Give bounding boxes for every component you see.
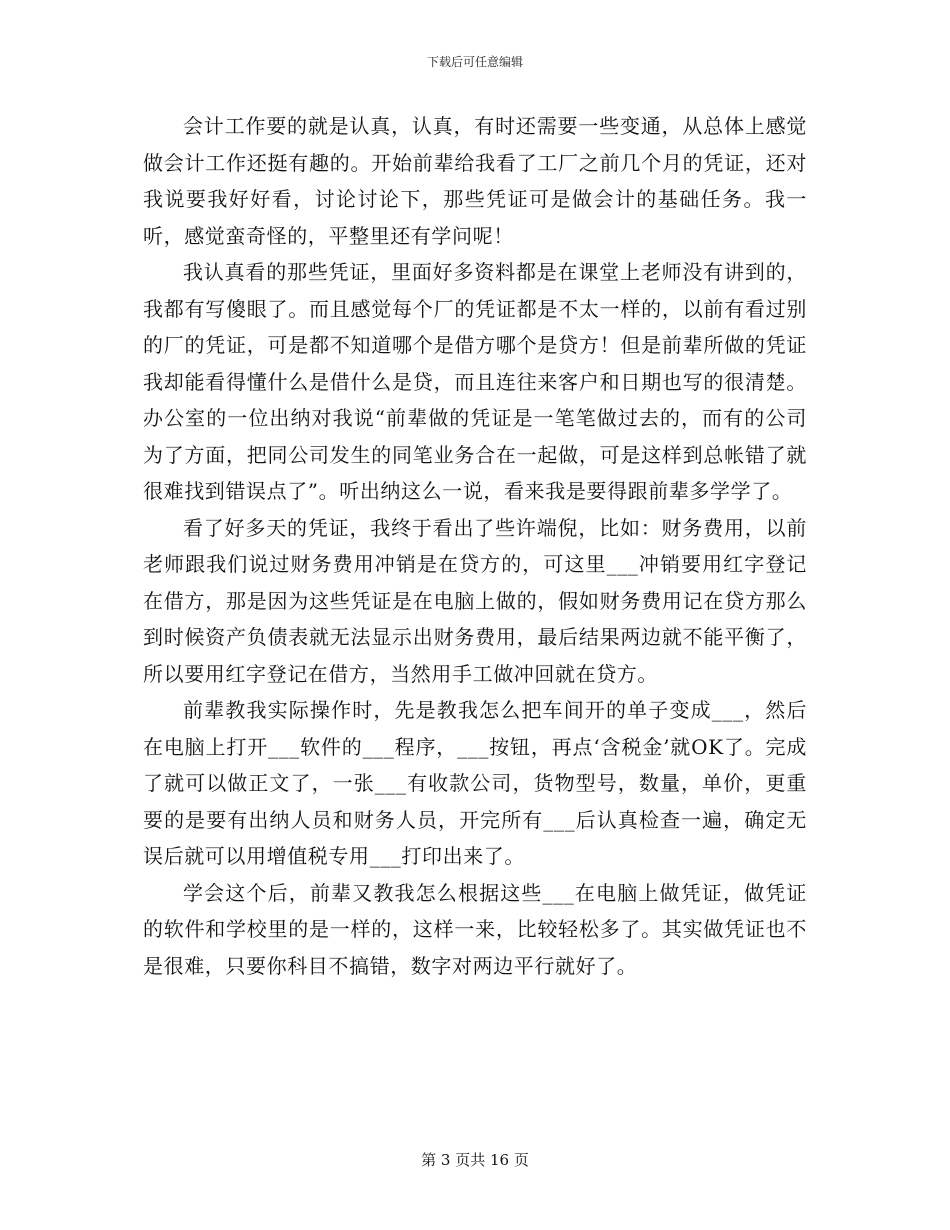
page-header: 下载后可任意编辑	[426, 55, 523, 69]
paragraph: 会计工作要的就是认真，认真，有时还需要一些变通，从总体上感觉做会计工作还挺有趣的。开始前辈给我看了工厂之前几个月的凭证，还对我说要我好好看，讨论讨论下，那些凭证可是做会计的基础任务。我一听，感觉蛮奇怪的，平整里还有学问呢！	[143, 114, 807, 248]
document-body	[143, 108, 807, 984]
paragraph: 我认真看的那些凭证，里面好多资料都是在课堂上老师没有讲到的，我都有写傻眼了。而且感觉每个厂的凭证都是不太一样的，以前有看过别的厂的凭证，可是都不知道哪个是借方哪个是贷方！但是前辈所做的凭证我却能看得懂什么是借什么是贷，而且连往来客户和日期也写的很清楚。办公室的一位出纳对我说“前辈做的凭证是一笔笔做过去的，而有的公司为了方面，把同公司发生的同笔业务合在一起做，可是这样到总帐错了就很难找到错误点了”。听出纳这么一说，看来我是要得跟前辈多学学了。	[143, 260, 807, 503]
page-number: 第 3 页共 16 页	[421, 1151, 529, 1169]
paragraph: 前辈教我实际操作时，先是教我怎么把车间开的单子变成___，然后在电脑上打开___软件的___程序，___按钮，再点‘含税金’就OK了。完成了就可以做正文了，一张___有收款公司，货物型号，数量，单价，更重要的是要有出纳人员和财务人员，开完所有___后认真检查一遍，确定无误后就可以用增值税专用___打印出来了。	[143, 698, 807, 868]
paragraph: 看了好多天的凭证，我终于看出了些许端倪，比如：财务费用，以前老师跟我们说过财务费用冲销是在贷方的，可这里___冲销要用红字登记在借方，那是因为这些凭证是在电脑上做的，假如财务费用记在贷方那么到时候资产负债表就无法显示出财务费用，最后结果两边就不能平衡了，所以要用红字登记在借方，当然用手工做冲回就在贷方。	[143, 515, 807, 686]
paragraph: 学会这个后，前辈又教我怎么根据这些___在电脑上做凭证，做凭证的软件和学校里的是一样的，这样一来，比较轻松多了。其实做凭证也不是很难，只要你科目不搞错，数字对两边平行就好了。	[143, 880, 807, 978]
